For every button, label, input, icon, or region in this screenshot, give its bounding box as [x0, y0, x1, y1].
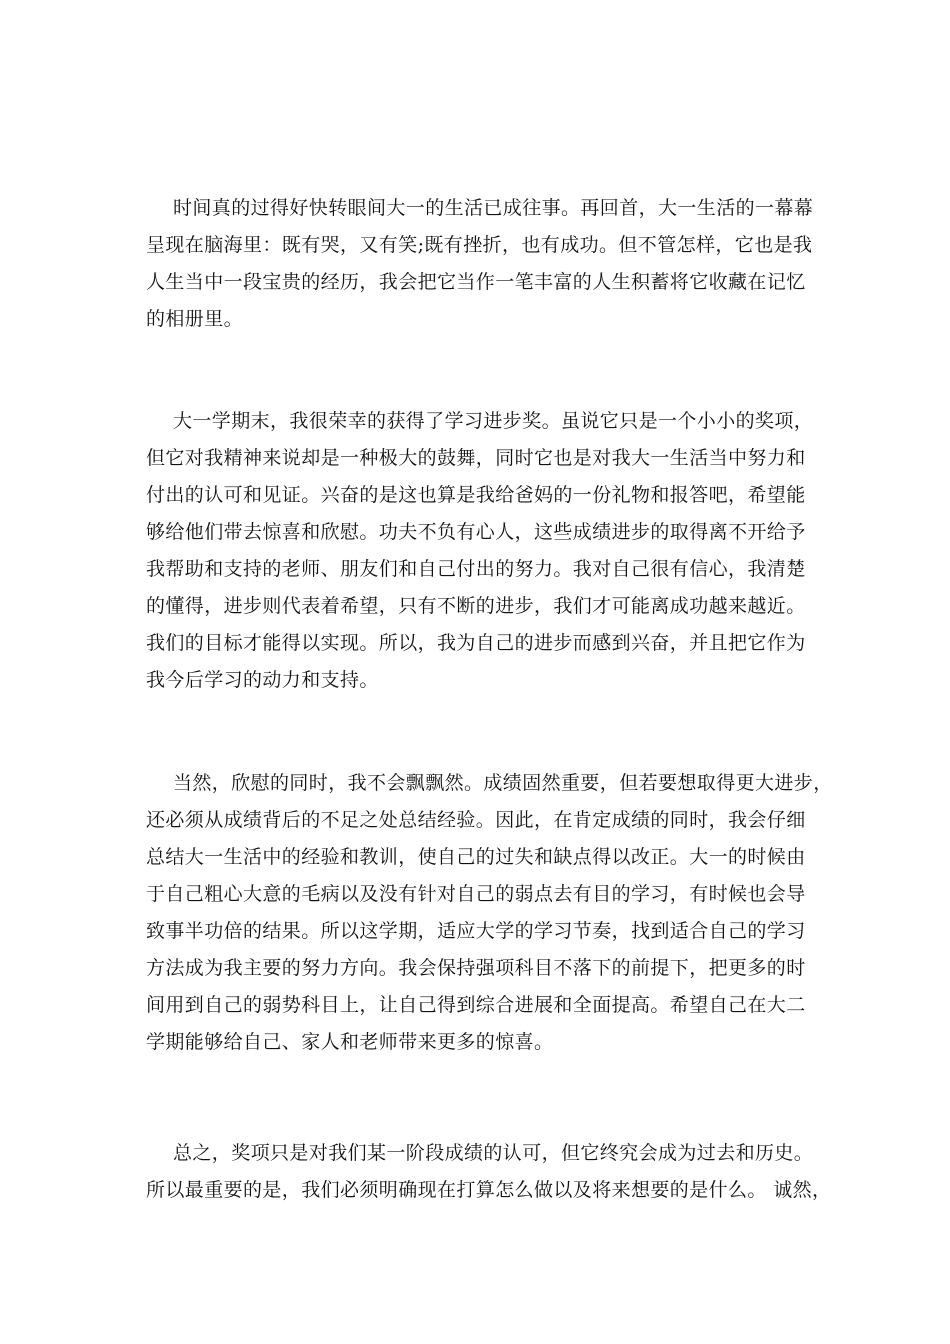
- paragraph-line: 够给他们带去惊喜和欣慰。功夫不负有心人，这些成绩进步的取得离不开给予: [146, 521, 806, 543]
- paragraph-line: 我帮助和支持的老师、朋友们和自己付出的努力。我对自己很有信心，我清楚: [146, 558, 806, 580]
- paragraph-line: 人生当中一段宝贵的经历，我会把它当作一笔丰富的人生积蓄将它收藏在记忆: [146, 271, 806, 293]
- paragraph-line: 大一学期末，我很荣幸的获得了学习进步奖。虽说它只是一个小小的奖项，: [173, 410, 814, 432]
- paragraph-line: 总结大一生活中的经验和教训，使自己的过失和缺点得以改正。大一的时候由: [146, 846, 806, 868]
- paragraph-line: 付出的认可和见证。兴奋的是这也算是我给爸妈的一份礼物和报答吧，希望能: [146, 484, 806, 506]
- paragraph-line: 所以最重要的是，我们必须明确现在打算怎么做以及将来想要的是什么。 诚然，: [146, 1179, 832, 1201]
- paragraph-line: 学期能够给自己、家人和老师带来更多的惊喜。: [146, 1031, 554, 1053]
- paragraph-line: 呈现在脑海里：既有哭，又有笑;既有挫折，也有成功。但不管怎样，它也是我: [146, 234, 813, 256]
- paragraph-2: [146, 403, 826, 699]
- paragraph-line: 但它对我精神来说却是一种极大的鼓舞，同时它也是对我大一生活当中努力和: [146, 447, 806, 469]
- paragraph-line: 的懂得，进步则代表着希望，只有不断的进步，我们才可能离成功越来越近。: [146, 595, 806, 617]
- paragraph-3: [146, 765, 833, 1061]
- paragraph-line: 时间真的过得好快转眼间大一的生活已成往事。再回首，大一生活的一幕幕: [173, 197, 814, 219]
- paragraph-line: 方法成为我主要的努力方向。我会保持强项科目不落下的前提下，把更多的时: [146, 957, 806, 979]
- paragraph-line: 我今后学习的动力和支持。: [146, 669, 379, 691]
- paragraph-line: 的相册里。: [146, 308, 244, 330]
- paragraph-line: 总之，奖项只是对我们某一阶段成绩的认可，但它终究会成为过去和历史。: [173, 1142, 814, 1164]
- paragraph-line: 于自己粗心大意的毛病以及没有针对自己的弱点去有目的学习，有时候也会导: [146, 883, 806, 905]
- paragraph-line: 还必须从成绩背后的不足之处总结经验。因此，在肯定成绩的同时，我会仔细: [146, 809, 806, 831]
- paragraph-line: 我们的目标才能得以实现。所以，我为自己的进步而感到兴奋，并且把它作为: [146, 632, 806, 654]
- paragraph-1: [146, 190, 826, 338]
- paragraph-line: 当然，欣慰的同时，我不会飘飘然。成绩固然重要，但若要想取得更大进步，: [173, 772, 833, 794]
- paragraph-line: 间用到自己的弱势科目上，让自己得到综合进展和全面提高。希望自己在大二: [146, 994, 806, 1016]
- paragraph-line: 致事半功倍的结果。所以这学期，适应大学的学习节奏，找到适合自己的学习: [146, 920, 806, 942]
- paragraph-4: [146, 1135, 832, 1209]
